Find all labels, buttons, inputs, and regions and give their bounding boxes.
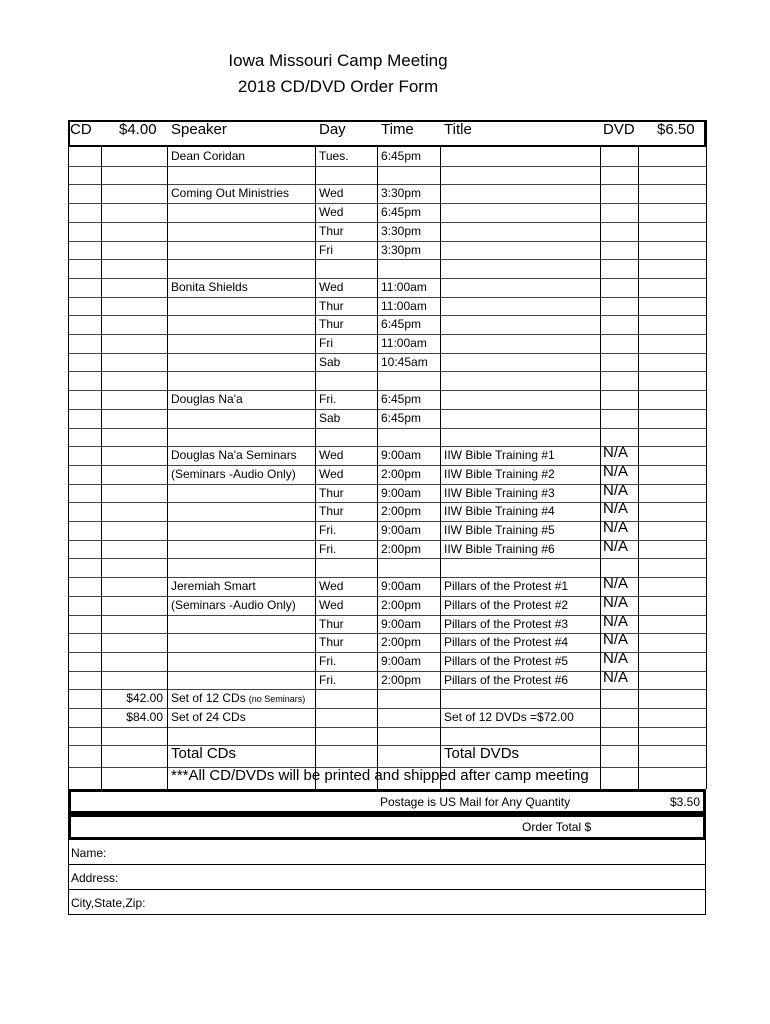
row-dvd: N/A (603, 537, 629, 555)
row-time: 6:45pm (381, 317, 422, 332)
row-day: Fri (319, 336, 333, 350)
row-day: Tues. (319, 149, 349, 163)
row-title: Pillars of the Protest #3 (444, 616, 569, 631)
speaker-text: Douglas Na'a (171, 392, 243, 407)
row-speaker (171, 710, 246, 724)
title-line-1: Iowa Missouri Camp Meeting (228, 51, 448, 70)
row-time: 2:00pm (381, 597, 422, 612)
row-day: Thur (319, 485, 344, 500)
speaker-text: (Seminars -Audio Only) (171, 466, 296, 481)
header-cd-price: $4.00 (119, 121, 157, 138)
row-time: 2:00pm (381, 635, 422, 650)
row-dvd: N/A (603, 631, 629, 649)
speaker-text: Dean Coridan (171, 149, 246, 163)
row-day: Fri. (319, 672, 337, 687)
city-label: City,State,Zip: (71, 896, 146, 911)
speaker-text: Coming Out Ministries (171, 186, 290, 201)
row-day: Wed (319, 186, 344, 201)
row-time: 9:00am (381, 653, 422, 668)
row-day: Sab (319, 354, 341, 369)
row-time: 11:00am (381, 336, 427, 350)
postage-value: $3.50 (669, 795, 700, 810)
row-dvd: N/A (603, 519, 629, 536)
speaker-text: Bonita Shields (171, 279, 248, 294)
speaker-text: Set of 12 CDs (171, 691, 246, 706)
table-row[interactable] (68, 689, 706, 708)
address-field[interactable] (68, 865, 706, 890)
speaker-text: Douglas Na'a Seminars (171, 448, 297, 463)
row-time: 9:00am (381, 579, 422, 594)
row-day: Wed (319, 279, 344, 294)
header-title: Title (444, 121, 472, 138)
row-time: 9:00am (381, 485, 422, 500)
row-time: 11:00am (381, 279, 427, 294)
row-title: Set of 12 DVDs =$72.00 (444, 710, 574, 724)
row-dvd: N/A (603, 575, 629, 593)
row-dvd: N/A (603, 593, 629, 611)
row-speaker (171, 579, 256, 593)
row-time: 6:45pm (381, 205, 422, 220)
row-title: IIW Bible Training #3 (444, 485, 555, 500)
speaker-text: (Seminars -Audio Only) (171, 597, 296, 612)
header-speaker: Speaker (171, 121, 227, 138)
row-time: 2:00pm (381, 672, 422, 687)
row-title: IIW Bible Training #2 (444, 466, 555, 481)
shipping-note: ***All CD/DVDs will be printed and shipped after camp meeting (171, 767, 589, 785)
right-border (706, 120, 707, 789)
header-time: Time (381, 121, 414, 138)
header-day: Day (319, 121, 346, 138)
row-day: Thur (319, 635, 344, 650)
row-time: 9:00am (381, 448, 422, 463)
row-title: Pillars of the Protest #1 (444, 579, 569, 594)
row-dvd: N/A (603, 668, 629, 686)
row-time: 6:45pm (381, 410, 422, 425)
speaker-text: Set of 24 CDs (171, 710, 246, 724)
row-title: Pillars of the Protest #4 (444, 635, 569, 650)
row-day: Thur (319, 317, 344, 332)
row-dvd: N/A (603, 481, 629, 499)
row-day: Fri. (319, 392, 337, 407)
row-time: 9:00am (381, 616, 422, 631)
row-title: IIW Bible Training #6 (444, 541, 555, 556)
row-speaker (171, 467, 296, 481)
column-divider (315, 147, 316, 789)
column-divider (638, 147, 639, 789)
row-title: Pillars of the Protest #5 (444, 653, 569, 668)
row-day: Wed (319, 466, 344, 481)
row-day: Thur (319, 223, 344, 238)
row-dvd: N/A (603, 612, 629, 630)
row-speaker (171, 448, 297, 462)
postage-label: Postage is US Mail for Any Quantity (380, 795, 571, 810)
row-dvd: N/A (603, 462, 629, 480)
row-day: Thur (319, 616, 344, 631)
table-row[interactable] (68, 708, 706, 727)
row-day: Fri. (319, 523, 337, 537)
row-time: 2:00pm (381, 541, 422, 556)
row-speaker (171, 186, 289, 200)
row-day: Wed (319, 579, 344, 594)
row-time: 11:00am (381, 298, 427, 313)
row-day: Fri (319, 242, 333, 257)
row-time: 3:30pm (381, 242, 422, 257)
header-dvd: DVD (603, 121, 635, 138)
row-speaker (171, 149, 245, 163)
row-day: Fri. (319, 653, 337, 668)
header-cd: CD (70, 121, 92, 138)
left-border (68, 120, 69, 789)
row-price: $42.00 (126, 691, 163, 706)
row-time: 10:45am (381, 354, 428, 369)
column-divider (167, 147, 168, 789)
header-dvd-price: $6.50 (657, 121, 695, 138)
row-time: 6:45pm (381, 392, 422, 407)
row-day: Thur (319, 504, 344, 519)
row-day: Wed (319, 597, 344, 612)
speaker-note: (no Seminars) (248, 694, 306, 705)
total-cds-label: Total CDs (171, 745, 237, 763)
city-field[interactable] (68, 890, 706, 915)
row-time: 2:00pm (381, 466, 422, 481)
table-row[interactable] (68, 371, 706, 390)
row-day: Thur (319, 298, 344, 313)
row-dvd: N/A (603, 649, 629, 667)
address-label: Address: (71, 871, 119, 886)
row-time: 9:00am (381, 523, 422, 537)
row-time: 6:45pm (381, 149, 422, 163)
row-day: Wed (319, 448, 344, 463)
row-divider (68, 745, 706, 746)
row-time: 2:00pm (381, 504, 422, 519)
name-label: Name: (71, 846, 107, 861)
row-day: Sab (319, 410, 341, 425)
order-total-label: Order Total $ (522, 820, 592, 835)
column-divider (377, 147, 378, 789)
row-dvd: N/A (603, 500, 629, 518)
row-title: IIW Bible Training #5 (444, 523, 555, 537)
row-title: Pillars of the Protest #6 (444, 672, 569, 687)
row-time: 3:30pm (381, 223, 422, 238)
row-time: 3:30pm (381, 186, 422, 201)
table-row[interactable] (68, 259, 706, 278)
order-total-field[interactable] (600, 818, 700, 836)
row-speaker (171, 691, 305, 706)
row-title: Pillars of the Protest #2 (444, 597, 569, 612)
name-field[interactable] (68, 840, 706, 865)
row-title: IIW Bible Training #1 (444, 448, 555, 463)
title-line-2: 2018 CD/DVD Order Form (237, 77, 439, 96)
row-dvd: N/A (603, 444, 629, 462)
row-day: Fri. (319, 541, 337, 556)
table-row[interactable] (68, 727, 706, 746)
column-divider (101, 147, 102, 789)
speaker-text: Jeremiah Smart (171, 579, 256, 594)
column-divider (600, 147, 601, 789)
row-speaker (171, 392, 243, 406)
column-divider (440, 147, 441, 789)
row-speaker (171, 280, 248, 294)
row-price: $84.00 (126, 710, 163, 724)
row-day: Wed (319, 205, 344, 220)
row-title: IIW Bible Training #4 (444, 504, 555, 519)
row-speaker (171, 598, 296, 612)
total-dvds-label: Total DVDs (444, 745, 520, 763)
table-row[interactable] (68, 166, 706, 185)
